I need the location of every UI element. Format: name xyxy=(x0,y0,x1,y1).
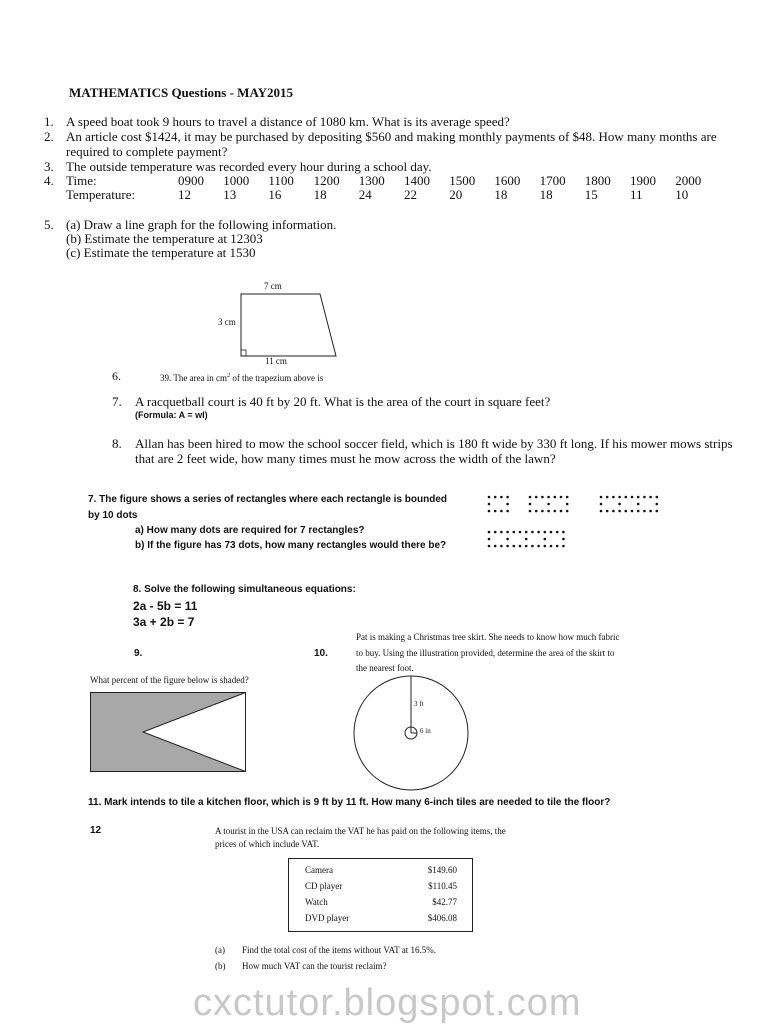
question-10-line2: to buy. Using the illustration provided, determine the area of the skirt to xyxy=(356,648,615,658)
time-value: 1600 xyxy=(494,173,521,188)
question-number: 3. xyxy=(44,159,54,174)
dot xyxy=(506,510,509,513)
question-8-line2: that are 2 feet wide, how many times must he mow across the width of the lawn? xyxy=(135,451,556,466)
dot xyxy=(625,496,628,499)
dot xyxy=(500,545,503,548)
dot xyxy=(488,496,491,499)
radius-feet-label: 3 ft xyxy=(414,700,424,708)
temperature-value: 16 xyxy=(268,187,282,202)
question-8-line1: Allan has been hired to mow the school soccer field, which is 180 ft wide by 330 ft long. If his mower mows strips xyxy=(135,436,733,451)
dot xyxy=(554,510,557,513)
question-8b-title: 8. Solve the following simultaneous equations: xyxy=(133,584,356,595)
time-value: 1100 xyxy=(268,173,294,188)
dot xyxy=(529,496,532,499)
time-label: Time: xyxy=(66,173,97,188)
dot xyxy=(488,545,491,548)
question-number: 7. xyxy=(112,394,122,409)
dot xyxy=(656,503,659,506)
question-number: 5. xyxy=(44,217,54,232)
dot xyxy=(506,503,509,506)
equation-2: 3a + 2b = 7 xyxy=(133,615,195,629)
question-number: 2. xyxy=(44,129,54,144)
dot xyxy=(643,496,646,499)
question-7b-b: b) If the figure has 73 dots, how many rectangles would there be? xyxy=(135,540,447,551)
question-number: 4. xyxy=(44,173,54,188)
question-12-line2: prices of which include VAT. xyxy=(215,839,320,849)
dot xyxy=(494,496,497,499)
item-price: $406.08 xyxy=(427,913,457,923)
dot xyxy=(525,538,528,541)
dot xyxy=(600,503,603,506)
dot xyxy=(556,545,559,548)
dot xyxy=(529,510,532,513)
question-12-line1: A tourist in the USA can reclaim the VAT he has paid on the following items, the xyxy=(215,826,506,836)
dot xyxy=(488,538,491,541)
dot xyxy=(535,510,538,513)
dot xyxy=(643,510,646,513)
item-price: $149.60 xyxy=(427,865,457,875)
dot xyxy=(631,496,634,499)
dot xyxy=(544,538,547,541)
trapezium-bottom-label: 11 cm xyxy=(265,356,287,366)
item-name: Camera xyxy=(305,865,333,875)
dot xyxy=(488,510,491,513)
question-number: 12 xyxy=(90,825,102,836)
dot xyxy=(531,531,534,534)
dot xyxy=(506,538,509,541)
equation-1: 2a - 5b = 11 xyxy=(133,599,198,613)
dot xyxy=(506,531,509,534)
dot xyxy=(541,496,544,499)
dot xyxy=(612,496,615,499)
dot xyxy=(547,496,550,499)
question-2-line1: An article cost $1424, it may be purchased by depositing $560 and making monthly payments of $48. How many months are xyxy=(66,129,717,144)
dot xyxy=(606,496,609,499)
dot xyxy=(525,545,528,548)
time-value: 1000 xyxy=(223,173,250,188)
question-12a-text: Find the total cost of the items without VAT at 16.5%. xyxy=(242,945,436,955)
dot xyxy=(525,531,528,534)
dot xyxy=(649,510,652,513)
question-5a: (a) Draw a line graph for the following information. xyxy=(66,217,337,232)
trapezium-figure xyxy=(236,290,346,360)
dot xyxy=(513,531,516,534)
temperature-value: 15 xyxy=(584,187,598,202)
dot xyxy=(631,510,634,513)
question-7-text: A racquetball court is 40 ft by 20 ft. What is the area of the court in square feet? xyxy=(135,394,551,409)
dot xyxy=(600,496,603,499)
dot xyxy=(554,496,557,499)
dot xyxy=(550,545,553,548)
dot xyxy=(541,510,544,513)
dot xyxy=(637,510,640,513)
dot xyxy=(566,496,569,499)
question-12b-text: How much VAT can the tourist reclaim? xyxy=(242,961,387,971)
dot xyxy=(519,545,522,548)
dot xyxy=(656,496,659,499)
dot xyxy=(637,503,640,506)
question-11-text: 11. Mark intends to tile a kitchen floor, which is 9 ft by 11 ft. How many 6-inch tiles are needed to tile the floor? xyxy=(88,797,611,808)
dot xyxy=(494,545,497,548)
dot xyxy=(618,510,621,513)
dot xyxy=(649,496,652,499)
question-10-line1: Pat is making a Christmas tree skirt. She needs to know how much fabric xyxy=(356,632,620,642)
time-value: 1200 xyxy=(313,173,340,188)
time-value: 1900 xyxy=(630,173,656,188)
temperature-value: 20 xyxy=(449,187,463,202)
dot xyxy=(637,496,640,499)
time-value: 1500 xyxy=(449,173,476,188)
dot xyxy=(560,496,563,499)
time-value: 0900 xyxy=(178,173,204,188)
trapezium-side-label: 3 cm xyxy=(218,317,236,327)
watermark: cxctutor.blogspot.com xyxy=(193,982,582,1024)
dot xyxy=(566,510,569,513)
dot xyxy=(488,531,491,534)
question-1-text: A speed boat took 9 hours to travel a distance of 1080 km. What is its average speed? xyxy=(66,114,510,129)
dot xyxy=(544,545,547,548)
dot xyxy=(506,545,509,548)
question-6-caption: 39. The area in $cm^2$ of the trapezium above is xyxy=(160,373,324,383)
dot xyxy=(606,510,609,513)
dot xyxy=(566,503,569,506)
dot xyxy=(535,496,538,499)
question-7b-line1: 7. The figure shows a series of rectangles where each rectangle is bounded xyxy=(88,494,448,505)
time-value: 2000 xyxy=(675,173,702,188)
dot-rectangles-figure xyxy=(484,492,694,558)
question-number: 1. xyxy=(44,114,54,129)
item-name: Watch xyxy=(305,897,328,907)
time-value: 1300 xyxy=(358,173,385,188)
dot xyxy=(537,531,540,534)
time-value: 1800 xyxy=(584,173,611,188)
dot xyxy=(494,531,497,534)
question-9-text: What percent of the figure below is shaded? xyxy=(90,675,249,685)
question-12a-label: (a) xyxy=(215,945,225,955)
dot xyxy=(625,510,628,513)
temperature-value: 22 xyxy=(404,187,417,202)
dot xyxy=(618,496,621,499)
item-name: CD player xyxy=(305,881,343,891)
dot xyxy=(544,531,547,534)
dot xyxy=(494,510,497,513)
temperature-value: 12 xyxy=(178,187,191,202)
price-table xyxy=(288,858,473,932)
question-10-line3: the nearest foot. xyxy=(356,663,414,673)
dot xyxy=(513,545,516,548)
question-12b-label: (b) xyxy=(215,961,226,971)
dot xyxy=(560,510,563,513)
dot xyxy=(537,545,540,548)
question-5b: (b) Estimate the temperature at 12303 xyxy=(66,231,263,246)
dot xyxy=(556,531,559,534)
dot xyxy=(562,538,565,541)
dot xyxy=(562,531,565,534)
dot xyxy=(506,496,509,499)
dot xyxy=(500,496,503,499)
radius-inches-label: 6 in xyxy=(420,727,431,735)
question-3-text: The outside temperature was recorded every hour during a school day. xyxy=(66,159,432,174)
item-name: DVD player xyxy=(305,913,350,923)
temperature-value: 11 xyxy=(630,187,643,202)
dot xyxy=(600,510,603,513)
dot xyxy=(547,510,550,513)
question-7-formula: (Formula: A = wl) xyxy=(135,410,208,420)
question-number: 10. xyxy=(314,648,328,659)
question-7b-line2: by 10 dots xyxy=(88,510,138,521)
temperature-value: 13 xyxy=(223,187,237,202)
time-value: 1700 xyxy=(539,173,566,188)
item-price: $110.45 xyxy=(428,881,457,891)
dot xyxy=(529,503,532,506)
dot xyxy=(531,545,534,548)
tree-skirt-figure xyxy=(353,674,473,794)
dot xyxy=(547,503,550,506)
dot xyxy=(500,531,503,534)
dot xyxy=(519,531,522,534)
temperature-value: 18 xyxy=(313,187,327,202)
temperature-label: Temperature: xyxy=(66,187,136,202)
item-price: $42.77 xyxy=(432,897,457,907)
dot xyxy=(550,531,553,534)
page-title: MATHEMATICS Questions - MAY2015 xyxy=(69,85,294,100)
time-value: 1400 xyxy=(404,173,430,188)
question-7b-a: a) How many dots are required for 7 rectangles? xyxy=(135,525,365,536)
question-number: 6. xyxy=(112,369,121,383)
temperature-value: 24 xyxy=(358,187,372,202)
question-5c: (c) Estimate the temperature at 1530 xyxy=(66,245,256,260)
trapezium-top-label: 7 cm xyxy=(264,281,282,291)
temperature-value: 18 xyxy=(494,187,508,202)
temperature-value: 18 xyxy=(539,187,553,202)
question-number: 8. xyxy=(112,436,122,451)
question-number: 9. xyxy=(134,648,143,659)
temperature-value: 10 xyxy=(675,187,689,202)
shaded-rectangle-figure xyxy=(90,692,246,772)
question-2-line2: required to complete payment? xyxy=(66,144,228,159)
dot xyxy=(562,545,565,548)
dot xyxy=(612,510,615,513)
dot xyxy=(488,503,491,506)
dot xyxy=(500,510,503,513)
dot xyxy=(618,503,621,506)
dot xyxy=(656,510,659,513)
